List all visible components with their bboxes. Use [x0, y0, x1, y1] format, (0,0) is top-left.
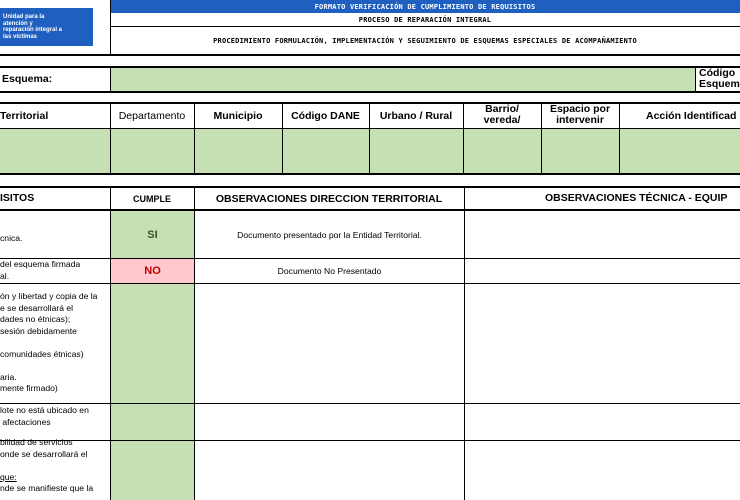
req-line: afectaciones	[0, 416, 51, 427]
col-obs-tecnica: OBSERVACIONES TÉCNICA - EQUIP	[545, 192, 728, 204]
esquema-field[interactable]	[110, 68, 695, 91]
req-line: onde se desarrollará el	[0, 448, 88, 459]
col-espacio-line2: intervenir	[556, 114, 604, 126]
col-codigo-dane-text: Código DANE	[291, 110, 360, 122]
codigo-label-line1: Código	[699, 67, 736, 79]
cumple-cell-5[interactable]	[111, 441, 194, 500]
req-line: dades no étnicas);	[0, 314, 71, 324]
col-departamento-text: Departamento	[118, 110, 186, 122]
col-espacio-line1: Espacio por	[549, 103, 611, 115]
col-cumple	[110, 188, 194, 209]
col-codigo-dane	[282, 104, 369, 128]
logo-text: Unidad para la atención y reparación integral a las víctimas	[3, 14, 63, 40]
req-line: cnica.	[0, 233, 23, 243]
obs-territorial-cell-2[interactable]	[195, 259, 464, 283]
form-title-text: FORMATO VERIFICACIÓN DE CUMPLIMIENTO DE REQUISITOS	[314, 2, 536, 11]
col-accion-identificada: Acción Identificad	[646, 110, 737, 122]
req-line: que:	[0, 471, 17, 482]
req-line: ón y libertad y copia de la	[0, 291, 98, 301]
req-line: nde se manifieste que la	[0, 483, 94, 493]
col-barrio-line1: Barrio/	[485, 103, 519, 115]
req-line	[0, 460, 93, 472]
cumple-cell-4[interactable]	[111, 404, 194, 440]
location-data-row[interactable]	[0, 129, 740, 173]
req-line	[0, 360, 97, 372]
req-line: bilidad de servicios	[0, 437, 73, 447]
col-municipio	[194, 104, 282, 128]
table-row-1-requisito	[0, 233, 22, 245]
req-line: sesión debidamente	[0, 325, 77, 336]
req-line: comunidades étnicas)	[0, 348, 84, 359]
col-barrio-vereda	[463, 104, 541, 126]
col-requisitos: ISITOS	[0, 192, 35, 204]
req-line: al.	[0, 270, 10, 281]
col-urbano-rural	[369, 104, 463, 128]
table-row-3-requisito	[0, 291, 97, 395]
col-cumple-text: CUMPLE	[133, 193, 171, 204]
cumple-value-2: NO	[144, 265, 161, 277]
procedure-name	[110, 27, 740, 54]
col-territorial: Territorial	[0, 110, 49, 122]
esquema-label: Esquema:	[2, 73, 53, 85]
process-name-text: PROCESO DE REPARACIÓN INTEGRAL	[358, 15, 492, 24]
table-row-2-requisito	[0, 259, 80, 282]
cumple-cell-3[interactable]	[111, 284, 194, 403]
obs-territorial-cell-1[interactable]	[195, 211, 464, 258]
req-line: del esquema firmada	[0, 259, 81, 269]
obs-territorial-text-1: Documento presentado por la Entidad Territorial.	[237, 229, 422, 240]
process-name	[110, 13, 740, 27]
codigo-label-line2: Esquem	[699, 78, 740, 90]
col-obs-territorial-text: OBSERVACIONES DIRECCION TERRITORIAL	[215, 192, 443, 205]
col-municipio-text: Municipio	[213, 110, 263, 122]
logo-box	[0, 8, 93, 46]
cumple-cell-1[interactable]	[111, 211, 194, 258]
req-line: lote no está ubicado en	[0, 405, 89, 415]
col-departamento	[110, 104, 194, 128]
req-line: mente firmado)	[0, 383, 58, 393]
form-title	[110, 0, 740, 13]
req-line: aria.	[0, 371, 17, 382]
cumple-value-1: SI	[147, 228, 158, 241]
table-row-5-requisito	[0, 437, 93, 495]
obs-territorial-text-2: Documento No Presentado	[277, 266, 382, 276]
req-line	[0, 337, 97, 349]
col-urbano-rural-text: Urbano / Rural	[379, 110, 453, 122]
codigo-esquema-label	[699, 68, 740, 90]
req-line: e se desarrollará el	[0, 302, 74, 313]
col-barrio-line2: vereda/	[483, 114, 521, 126]
cumple-cell-2[interactable]	[111, 259, 194, 283]
col-obs-territorial	[194, 188, 464, 209]
table-row-4-requisito	[0, 405, 89, 428]
procedure-name-text: PROCEDIMIENTO FORMULACIÓN, IMPLEMENTACIÓN Y SEGUIMIENTO DE ESQUEMAS ESPECIALES DE ACOMPAÑAMIENTO	[213, 36, 637, 45]
col-espacio-intervenir	[541, 104, 619, 126]
